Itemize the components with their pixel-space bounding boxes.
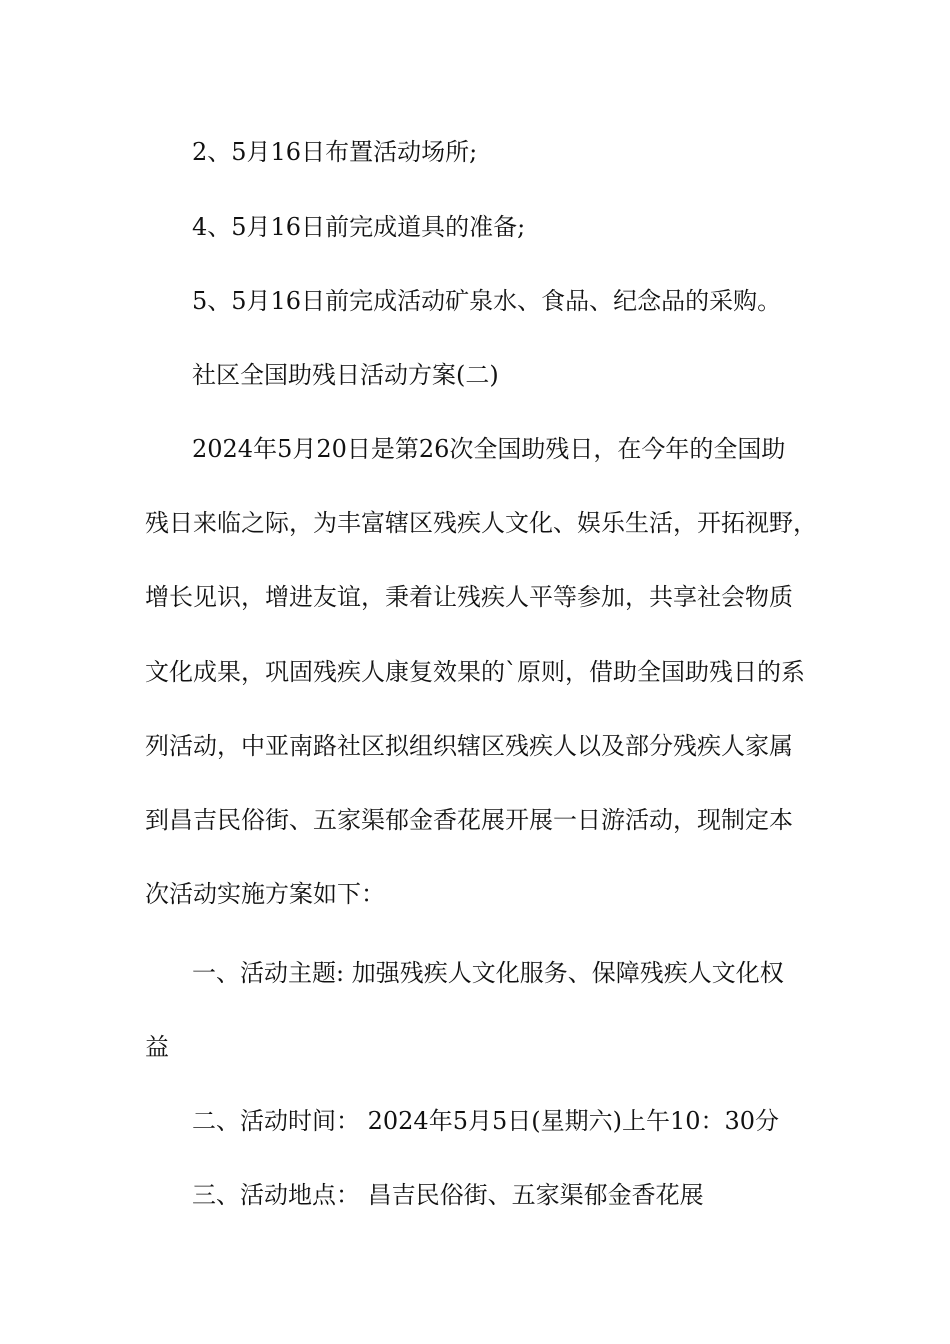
activity-theme-line-2: 益 <box>145 1033 169 1061</box>
intro-paragraph-line-7: 次活动实施方案如下： <box>145 880 385 908</box>
section-title: 社区全国助残日活动方案(二) <box>192 361 499 389</box>
activity-location: 三、活动地点： 昌吉民俗街、五家渠郁金香花展 <box>192 1181 704 1209</box>
intro-paragraph-line-2: 残日来临之际，为丰富辖区残疾人文化、娱乐生活，开拓视野， <box>145 509 817 537</box>
intro-paragraph-line-6: 到昌吉民俗街、五家渠郁金香花展开展一日游活动，现制定本 <box>145 806 793 834</box>
intro-paragraph-line-5: 列活动，中亚南路社区拟组织辖区残疾人以及部分残疾人家属 <box>145 732 793 760</box>
activity-theme-line-1: 一、活动主题: 加强残疾人文化服务、保障残疾人文化权 <box>192 959 784 987</box>
intro-paragraph-line-3: 增长见识，增进友谊，秉着让残疾人平等参加，共享社会物质 <box>145 583 793 611</box>
schedule-item-2: 2、5月16日布置活动场所; <box>192 138 478 166</box>
schedule-item-4: 4、5月16日前完成道具的准备; <box>192 213 526 241</box>
intro-paragraph-line-4: 文化成果，巩固残疾人康复效果的`原则，借助全国助残日的系 <box>145 658 805 686</box>
intro-paragraph-line-1: 2024年5月20日是第26次全国助残日，在今年的全国助 <box>192 435 786 463</box>
schedule-item-5: 5、5月16日前完成活动矿泉水、食品、纪念品的采购。 <box>192 287 782 315</box>
activity-time: 二、活动时间： 2024年5月5日(星期六)上午10：30分 <box>192 1107 780 1135</box>
